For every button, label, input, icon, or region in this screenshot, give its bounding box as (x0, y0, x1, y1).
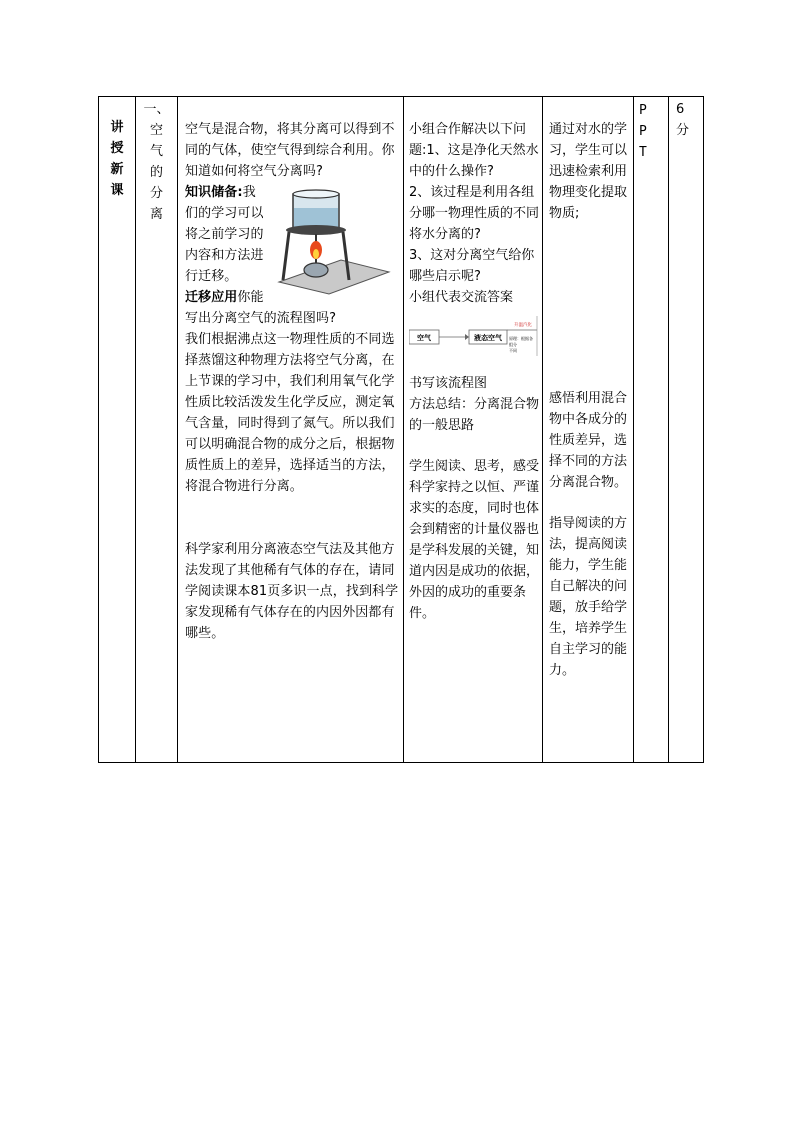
section-cell (99, 97, 136, 763)
apply-label: 迁移应用 (185, 290, 238, 305)
flowchart-image (409, 316, 539, 356)
student-reflection: 学生阅读、思考，感受科学家持之以恒、严谨求实的态度，同时也体会到精密的计量仪器也是学科发展的关键，知道内因是成功的依据，外因的成功的重要条件。 (409, 459, 540, 621)
topic-char: 分 (149, 186, 163, 201)
student-q2: 2、该过程是利用各组分哪一物理性质的不同将水分离的? (409, 185, 540, 242)
topic-char: 离 (149, 207, 163, 222)
section-char: 课 (110, 183, 124, 198)
section-char: 新 (110, 162, 124, 177)
student-summary: 方法总结：分离混合物的一般思路 (409, 397, 540, 433)
knowledge-label: 知识储备: (185, 185, 243, 200)
knowledge-text: 我们的学习可以将之前学习的内容和方法进行迁移。 (185, 185, 264, 284)
topic-char: 气 (149, 144, 163, 159)
student-activity-cell (404, 97, 543, 763)
teacher-explanation: 我们根据沸点这一物理性质的不同选择蒸馏这种物理方法将空气分离，在上节课的学习中，我们利用氧气化学性质比较活泼发生化学反应，测定氧气含量，同时得到了氮气。所以我们可以明确混合物的成分之后，根据物质性质上的差异，选择适当的方法，将混合物进行分离。 (185, 332, 395, 494)
media-char: P (639, 124, 647, 139)
flow-note: 组分 (509, 342, 517, 347)
intent-1: 通过对水的学习，学生可以迅速检索利用物理变化提取物质; (549, 122, 628, 221)
teacher-activity-cell (178, 97, 404, 763)
time-unit: 分 (676, 123, 690, 138)
flow-note: 原理：根据各 (509, 336, 533, 341)
topic-cell (136, 97, 178, 763)
teacher-reading-task: 科学家利用分离液态空气法及其他方法发现了其他稀有气体的存在，请同学阅读课本81页多识一点，找到科学家发现稀有气体存在的内因外因都有哪些。 (185, 542, 399, 641)
intent-2: 感悟利用混合物中各成分的性质差异，选择不同的方法分离混合物。 (549, 391, 628, 490)
topic-char: 的 (149, 165, 163, 180)
student-q3: 3、这对分离空气给你哪些启示呢? (409, 248, 535, 284)
student-share: 小组代表交流答案 (409, 290, 514, 305)
time-cell (669, 97, 704, 763)
intent-3: 指导阅读的方法，提高阅读能力，学生能自己解决的问题，放手给学生，培养学生自主学习的能力。 (549, 516, 628, 678)
student-q1: 小组合作解决以下问题:1、这是净化天然水中的什么操作? (409, 122, 539, 179)
design-intent-cell (543, 97, 634, 763)
media-char: T (639, 145, 647, 160)
flow-arrow-label: 升温汽化 (514, 323, 532, 328)
time-value: 6 (676, 102, 685, 117)
knowledge-reserve (185, 182, 399, 287)
flow-note: 不同 (509, 348, 517, 353)
student-write-flow: 书写该流程图 (409, 376, 488, 391)
section-char: 授 (110, 141, 124, 156)
media-char: P (639, 103, 647, 118)
apply-text: 你能写出分离空气的流程图吗? (185, 290, 337, 326)
distillation-apparatus-image (271, 184, 391, 296)
topic-char: 空 (149, 123, 163, 138)
flow-box-liquid-air: 液态空气 (474, 334, 502, 342)
teacher-intro: 空气是混合物，将其分离可以得到不同的气体，使空气得到综合利用。你知道如何将空气分离吗? (185, 122, 395, 179)
topic-number: 一、 (143, 102, 170, 117)
flow-box-air: 空气 (417, 334, 431, 342)
media-cell (634, 97, 669, 763)
section-char: 讲 (110, 120, 124, 135)
lesson-plan-table (98, 96, 704, 763)
